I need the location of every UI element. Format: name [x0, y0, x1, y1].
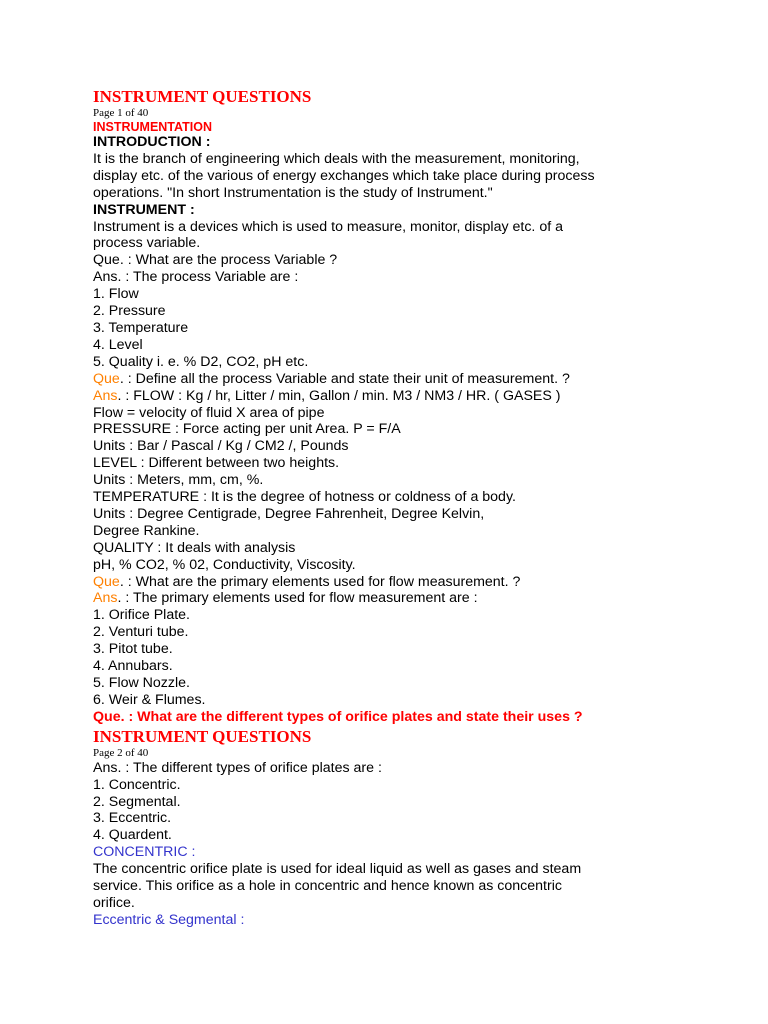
instrument-line: process variable.	[93, 235, 201, 252]
intro-line: It is the branch of engineering which deals with the measurement, monitoring,	[93, 150, 580, 167]
instrument-line: Instrument is a devices which is used to measure, monitor, display etc. of a	[93, 218, 563, 235]
question-text: . : What are the primary elements used for flow measurement. ?	[119, 573, 521, 590]
definition-line: PRESSURE : Force acting per unit Area. P = F/A	[93, 421, 401, 438]
list-item: 5. Flow Nozzle.	[93, 675, 190, 691]
question-line	[93, 574, 743, 591]
list-item: 1. Concentric.	[93, 776, 181, 793]
definition-line: Units : Bar / Pascal / Kg / CM2 /, Pounds	[93, 438, 349, 455]
concentric-heading: CONCENTRIC :	[93, 844, 196, 861]
list-item: 3. Pitot tube.	[93, 641, 173, 658]
list-item: 6. Weir & Flumes.	[93, 691, 206, 708]
list-item: 2. Venturi tube.	[93, 624, 189, 641]
definition-line: QUALITY : It deals with analysis	[93, 539, 296, 556]
list-item: 2. Pressure	[93, 303, 166, 320]
question-prefix: Que	[93, 370, 120, 387]
list-item: 4. Quardent.	[93, 827, 172, 844]
question-highlight: Que. : What are the different types of orifice plates and state their uses ?	[93, 708, 583, 725]
question-line	[93, 371, 743, 388]
answer-text: Ans. : The different types of orifice plates are :	[93, 759, 382, 776]
document-body	[93, 86, 743, 929]
concentric-line: The concentric orifice plate is used for ideal liquid as well as gases and steam	[93, 861, 582, 878]
intro-heading: INTRODUCTION :	[93, 134, 211, 150]
list-item: 2. Segmental.	[93, 793, 181, 810]
definition-line: pH, % CO2, % 02, Conductivity, Viscosity.	[93, 556, 356, 573]
eccentric-heading: Eccentric & Segmental :	[93, 911, 245, 928]
document-title-page2: INSTRUMENT QUESTIONS	[93, 726, 312, 746]
page-label: Page 1 of 40	[93, 107, 149, 119]
definition-line: Degree Rankine.	[93, 522, 200, 539]
question-text: . : Define all the process Variable and state their unit of measurement. ?	[119, 370, 570, 387]
section-heading: INSTRUMENTATION	[93, 120, 212, 134]
definition-line: Units : Meters, mm, cm, %.	[93, 472, 264, 489]
list-item: 3. Temperature	[93, 319, 189, 336]
answer-line	[93, 388, 743, 405]
list-item: 4. Annubars.	[93, 658, 173, 675]
list-item: 1. Flow	[93, 286, 139, 303]
definition-line: Flow = velocity of fluid X area of pipe	[93, 404, 325, 421]
list-item: 3. Eccentric.	[93, 810, 172, 827]
concentric-line: service. This orifice as a hole in concentric and hence known as concentric	[93, 878, 562, 895]
definition-line: TEMPERATURE : It is the degree of hotness or coldness of a body.	[93, 489, 516, 506]
intro-line: display etc. of the various of energy exchanges which take place during process	[93, 167, 595, 184]
answer-line	[93, 590, 743, 607]
intro-line: operations. "In short Instrumentation is the study of Instrument."	[93, 184, 493, 201]
list-item: 1. Orifice Plate.	[93, 607, 190, 624]
answer-prefix: Ans	[93, 387, 118, 404]
answer-text: Ans. : The process Variable are :	[93, 269, 299, 286]
list-item: 5. Quality i. e. % D2, CO2, pH etc.	[93, 353, 309, 370]
answer-prefix: Ans	[93, 590, 118, 607]
page-label: Page 2 of 40	[93, 746, 149, 759]
document-title: INSTRUMENT QUESTIONS	[93, 87, 312, 106]
question-prefix: Que	[93, 573, 120, 590]
concentric-line: orifice.	[93, 894, 135, 911]
definition-line: LEVEL : Different between two heights.	[93, 455, 340, 472]
question-text: Que. : What are the process Variable ?	[93, 252, 338, 269]
list-item: 4. Level	[93, 336, 143, 353]
instrument-heading: INSTRUMENT :	[93, 201, 195, 218]
answer-text: . : FLOW : Kg / hr, Litter / min, Gallon / min. M3 / NM3 / HR. ( GASES )	[117, 387, 561, 404]
answer-text: . : The primary elements used for flow measurement are :	[117, 590, 478, 607]
definition-line: Units : Degree Centigrade, Degree Fahrenheit, Degree Kelvin,	[93, 505, 485, 522]
